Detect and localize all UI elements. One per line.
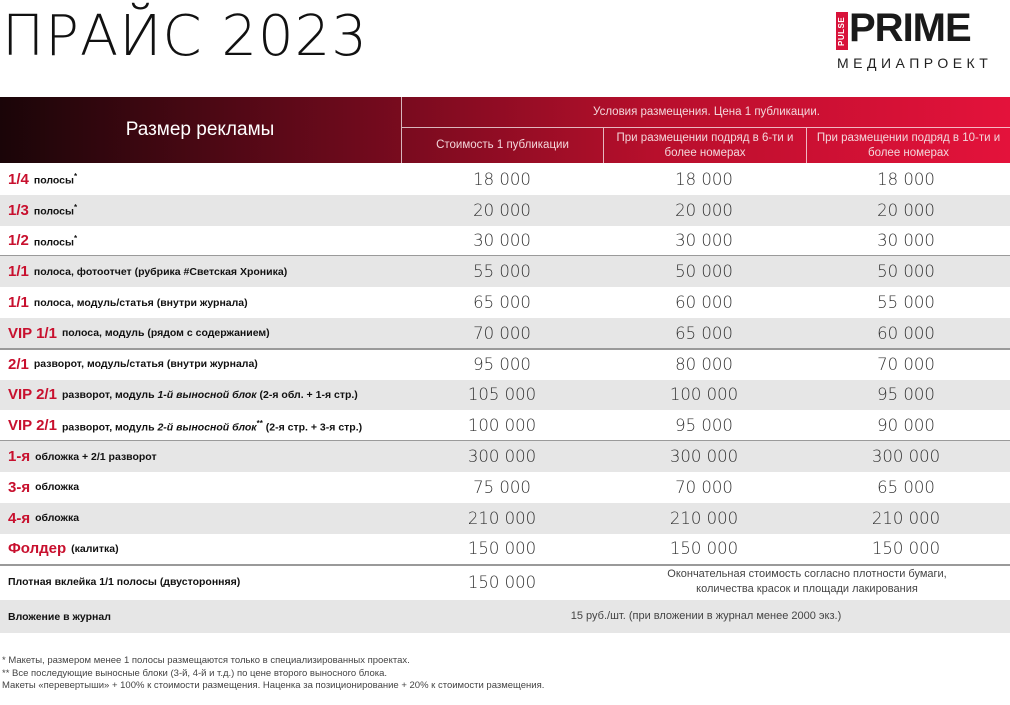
row-size: 1/1 (8, 294, 29, 312)
row-size: 1/4 (8, 170, 29, 188)
header-size-label: Размер рекламы (125, 119, 275, 140)
row-description: полоса, фотоотчет (рубрика #Светская Хроника) (33, 265, 288, 278)
row-label (8, 226, 77, 257)
page-title: ПРАЙС 2023 (2, 4, 368, 69)
row-size: 1/3 (8, 201, 29, 219)
row-label (8, 256, 287, 287)
enclosure-row (0, 600, 1010, 633)
row-label (8, 380, 358, 411)
price-cell: 18 000 (877, 169, 935, 189)
row-description: обложка (35, 481, 80, 494)
price-cell: 30 000 (675, 231, 733, 251)
row-size: 1/1 (8, 263, 29, 281)
table-row (0, 226, 1010, 257)
insert-row (0, 565, 1010, 599)
row-size: 1-я (8, 448, 31, 466)
price-cell: 70 000 (877, 354, 935, 374)
row-label (8, 534, 119, 565)
price-cell: 55 000 (473, 262, 531, 282)
price-cell: 300 000 (669, 447, 739, 467)
row-size: Фолдер (8, 540, 67, 558)
price-cell: 150 000 (669, 539, 739, 559)
table-row (0, 472, 1010, 503)
price-cell: 105 000 (467, 385, 537, 405)
row-description: разворот, модуль/статья (внутри журнала) (33, 358, 258, 371)
row-description: полосы* (33, 172, 78, 187)
price-cell: 18 000 (473, 169, 531, 189)
header-conditions: Условия размещения. Цена 1 публикации. (401, 97, 1010, 128)
table-row (0, 318, 1010, 349)
row-size: 1/2 (8, 232, 29, 250)
price-cell: 95 000 (473, 354, 531, 374)
price-cell: 100 000 (669, 385, 739, 405)
row-label (8, 410, 362, 441)
insert-row-label: Плотная вклейка 1/1 полосы (двусторонняя) (8, 576, 241, 588)
footnotes (2, 655, 544, 693)
row-description: обложка + 2/1 разворот (35, 450, 157, 463)
header-col-6: При размещении подряд в 6-ти и более номерах (603, 128, 806, 163)
insert-row-price: 150 000 (467, 572, 537, 592)
footnote: Макеты «перевертыши» + 100% к стоимости размещения. Наценка за позиционирование + 20% к стоимости размещения. (2, 680, 545, 691)
row-label (8, 287, 248, 318)
price-cell: 60 000 (877, 323, 935, 343)
price-cell: 300 000 (467, 447, 537, 467)
price-cell: 20 000 (877, 200, 935, 220)
price-cell: 55 000 (877, 293, 935, 313)
row-label (8, 472, 79, 503)
row-size: VIP 2/1 (8, 386, 57, 404)
price-cell: 70 000 (675, 477, 733, 497)
table-row (0, 380, 1010, 411)
row-description: обложка (35, 512, 80, 525)
row-label (8, 164, 77, 195)
row-description: полоса, модуль (рядом с содержанием) (61, 327, 270, 340)
enclosure-row-label: Вложение в журнал (8, 610, 111, 623)
price-cell: 20 000 (473, 200, 531, 220)
logo-subtitle: МЕДИАПРОЕКТ (837, 55, 993, 71)
price-cell: 90 000 (877, 416, 935, 436)
price-cell: 80 000 (675, 354, 733, 374)
table-row (0, 441, 1010, 472)
price-cell: 150 000 (467, 539, 537, 559)
table-row (0, 349, 1010, 380)
row-label (8, 195, 77, 226)
table-row (0, 287, 1010, 318)
price-cell: 65 000 (675, 323, 733, 343)
insert-row-note: Окончательная стоимость согласно плотности бумаги, количества красок и площади лакирования (667, 568, 947, 595)
table-row (0, 195, 1010, 226)
price-cell: 70 000 (473, 323, 531, 343)
table-header (0, 97, 1010, 163)
price-cell: 60 000 (675, 293, 733, 313)
price-cell: 95 000 (877, 385, 935, 405)
row-description: полосы* (33, 233, 78, 249)
header-col-single: Стоимость 1 публикации (401, 128, 603, 163)
footnote: ** Все последующие выносные блоки (3-й, 4-й и т.д.) по цене второго выносного блока. (2, 667, 388, 679)
price-cell: 210 000 (871, 508, 941, 528)
price-cell: 65 000 (473, 293, 531, 313)
footnote: * Макеты, размером менее 1 полосы размещаются только в специализированных проектах. (2, 655, 410, 666)
enclosure-row-note: 15 руб./шт. (при вложении в журнал менее 2000 экз.) (570, 610, 842, 622)
logo-pulse-tag: PULSE (836, 12, 848, 50)
price-cell: 18 000 (675, 169, 733, 189)
table-row (0, 256, 1010, 287)
price-cell: 210 000 (467, 508, 537, 528)
row-label (8, 349, 258, 380)
row-description: разворот, модуль 2-й выносной блок** (2-я стр. + 3-я стр.) (61, 418, 363, 434)
price-cell: 95 000 (675, 416, 733, 436)
row-size: VIP 2/1 (8, 417, 57, 435)
row-description: разворот, модуль 1-й выносной блок (2-я обл. + 1-я стр.) (61, 388, 358, 401)
table-row (0, 164, 1010, 195)
row-size: VIP 1/1 (8, 324, 57, 342)
row-size: 2/1 (8, 355, 29, 373)
table-row (0, 503, 1010, 534)
table-row (0, 410, 1010, 441)
row-description: (калитка) (71, 542, 119, 555)
price-cell: 30 000 (877, 231, 935, 251)
logo-brand: PRIME (849, 6, 971, 50)
price-cell: 50 000 (877, 262, 935, 282)
row-label (8, 441, 157, 472)
row-label (8, 503, 79, 534)
price-cell: 100 000 (467, 416, 537, 436)
price-cell: 65 000 (877, 477, 935, 497)
price-cell: 30 000 (473, 231, 531, 251)
row-label (8, 318, 270, 349)
price-cell: 150 000 (871, 539, 941, 559)
row-description: полоса, модуль/статья (внутри журнала) (33, 296, 248, 309)
price-cell: 75 000 (473, 477, 531, 497)
table-row (0, 534, 1010, 565)
prime-logo (833, 6, 1008, 71)
header-col-10: При размещении подряд в 10-ти и более номерах (806, 128, 1010, 163)
price-cell: 50 000 (675, 262, 733, 282)
row-size: 3-я (8, 478, 31, 496)
price-cell: 300 000 (871, 447, 941, 467)
price-cell: 20 000 (675, 200, 733, 220)
row-description: полосы* (33, 202, 78, 218)
price-cell: 210 000 (669, 508, 739, 528)
row-size: 4-я (8, 509, 31, 527)
